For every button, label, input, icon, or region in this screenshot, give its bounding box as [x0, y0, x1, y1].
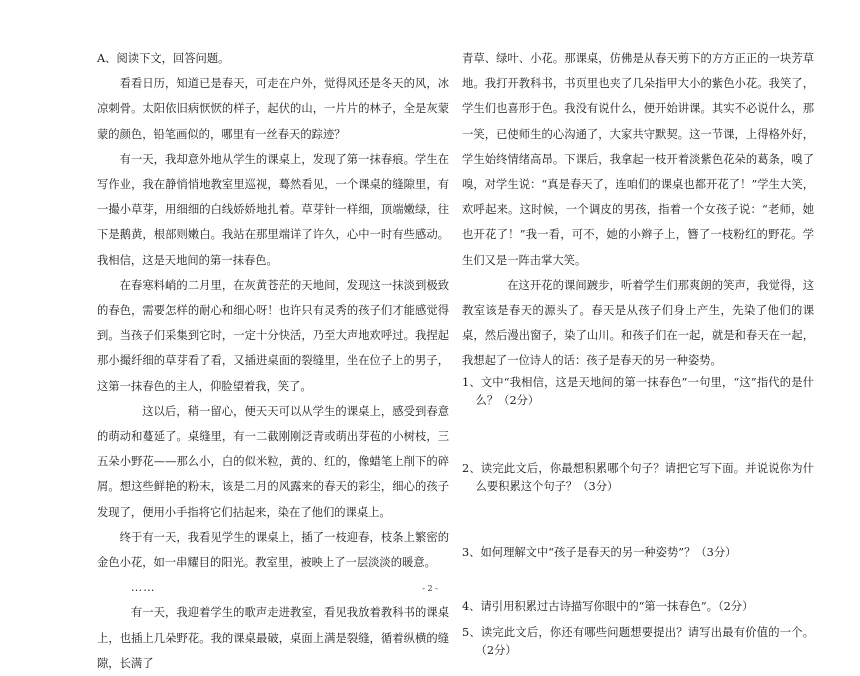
passage-paragraph-8: 在这开花的课间踱步，听着学生们那爽朗的笑声，我觉得，这教室该是春天的源头了。春天是从孩子们身上产生，先染了他们的课桌，然后漫出窗子，染了山川。和孩子们在一起，就是和春天在一起，我想起了一位诗人的话：孩子是春天的另一种姿势。: [462, 278, 814, 368]
right-column: [462, 46, 814, 660]
answer-space-2[interactable]: [462, 496, 814, 544]
section-heading: A、阅读下文，回答问题。: [97, 52, 230, 65]
passage-paragraph-6: 有一天，我迎着学生的歌声走进教室，看见我放着教科书的课桌上，也插上几朵野花。我的课桌最破，桌面上满是裂缝，循着纵横的缝隙，长满了: [97, 606, 449, 670]
question-2: 2、读完此文后，你最想积累哪个句子？请把它写下面。并说说你为什么要积累这个句子？（3分）: [462, 461, 814, 493]
passage-paragraph-2: 有一天，我却意外地从学生的课桌上，发现了第一抹春痕。学生在写作业，我在静悄悄地教室里巡视，蓦然看见，一个课桌的缝隙里，有一撮小草芽，用细细的白线娇娇地扎着。草芽针一样细，顶端嫩绿，往下是鹅黄，根部则嫩白。我站在那里端详了许久，心中一时有些感动。我相信，这是天地间的第一抹春色。: [97, 152, 449, 267]
page-number: - 2 -: [422, 584, 438, 593]
left-column: [97, 46, 449, 676]
passage-paragraph-3: 在春寒料峭的二月里，在灰黄苍茫的天地间，发现这一抹淡到极致的春色，需要怎样的耐心和细心呀！也许只有灵秀的孩子们才能感觉得到。当孩子们采集到它时，一定十分快活，乃至大声地欢呼过。我捏起那小撮纤细的草芽看了看，又插进桌面的裂缝里，坐在位子上的男子，这第一抹春色的主人，仰脸望着我，笑了。: [97, 278, 449, 393]
passage-paragraph-5: 终于有一天，我看见学生的课桌上，插了一枝迎春，枝条上繁密的金色小花，如一串耀目的阳光。教室里，被映上了一层淡淡的暖意。: [97, 530, 449, 570]
passage-paragraph-1: 看看日历，知道已是春天，可走在户外，觉得风还是冬天的风，冰凉刺骨。太阳依旧病恹恹的样子，起伏的山，一片片的林子，全是灰蒙蒙的颜色，铅笔画似的，哪里有一丝春天的踪迹？: [97, 77, 449, 141]
question-4: 4、请引用积累过古诗描写你眼中的“第一抹春色”。（2分）: [462, 599, 754, 613]
passage-paragraph-7: 青草、绿叶、小花。那课桌，仿佛是从春天剪下的方方正正的一块芳草地。我打开教科书，书页里也夹了几朵指甲大小的紫色小花。我笑了，学生们也喜形于色。我没有说什么，便开始讲课。其实不必说什么，那一笑，已使师生的心沟通了，大家共守默契。这一节课，上得格外好，学生始终情绪高昂。下课后，我拿起一枝开着淡紫色花朵的葛条，嗅了嗅，对学生说：“真是春天了，连咱们的课桌也都开花了！”学生大笑，欢呼起来。这时候，一个调皮的男孩，指着一个女孩子说：“老师，她也开花了！”我一看，可不，她的小辫子上，簪了一枝粉红的野花。学生们又是一阵击掌大笑。: [462, 52, 814, 267]
question-1: 1、文中“我相信，这是天地间的第一抹春色”一句里，“这”指代的是什么？（2分）: [462, 375, 814, 407]
question-3: 3、如何理解文中“孩子是春天的另一种姿势”？（3分）: [462, 545, 737, 559]
passage-paragraph-4: 这以后，稍一留心，便天天可以从学生的课桌上，感受到春意的萌动和蔓延了。桌缝里，有一二截刚刚泛青或萌出芽苞的小树枝，三五朵小野花——那么小，白的似米粒，黄的、红的，像蜡笔上削下的碎屑。想这些鲜艳的粉末，该是二月的风露来的春天的彩尘，细心的孩子发现了，便用小手指将它们拈起来，染在了他们的课桌上。: [97, 404, 449, 519]
answer-space-4[interactable]: [462, 616, 814, 624]
question-5: 5、读完此文后，你还有哪些问题想要提出？请写出最有价值的一个。（2分）: [462, 625, 814, 657]
ellipsis: ……: [130, 581, 156, 595]
answer-space-1[interactable]: [462, 410, 814, 460]
